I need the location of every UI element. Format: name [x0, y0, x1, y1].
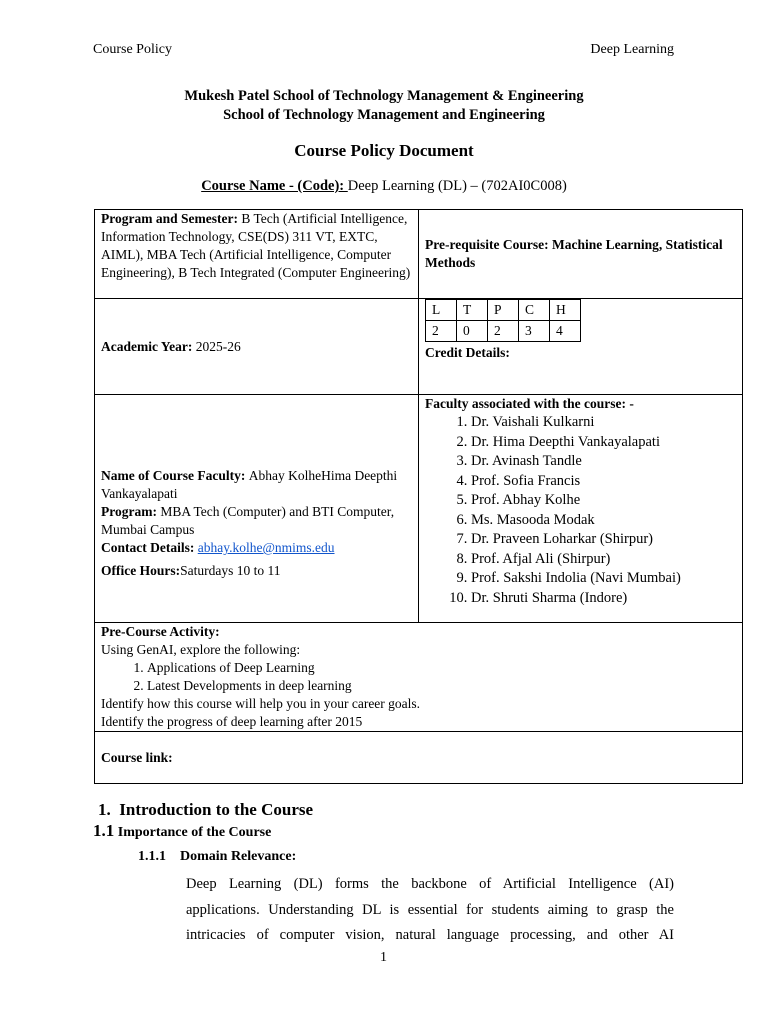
program-label: Program and Semester: [101, 211, 242, 226]
contact-email-link[interactable]: abhay.kolhe@nmims.edu [197, 540, 335, 555]
list-item: 10. Dr. Shruti Sharma (Indore) [471, 589, 736, 609]
credit-table [425, 299, 581, 342]
credit-value-t: 0 [457, 321, 488, 342]
header-right: Deep Learning [590, 42, 674, 57]
list-item: 8. Prof. Afjal Ali (Shirpur) [471, 550, 736, 570]
section-1-1-number: 1.1 [93, 821, 115, 840]
faculty-name-label: Name of Course Faculty: [101, 468, 249, 483]
program-value: B Tech (Artificial Intelligence, Information Technology, CSE(DS) 311 VT, EXTC, AIML), MBA Tech (Artificial Intelligence, Computer Engineering), B Tech Integrated (Computer Engineering) [101, 211, 411, 280]
pre-course-line1: Identify how this course will help you in your career goals. [101, 696, 421, 711]
credit-header-p: P [488, 300, 519, 321]
list-item: 2. Latest Developments in deep learning [147, 677, 736, 695]
office-hours-label: Office Hours: [101, 563, 181, 578]
pre-course-intro: Using GenAI, explore the following: [101, 642, 301, 657]
credit-value-h: 4 [550, 321, 581, 342]
faculty-list-cell [419, 395, 743, 623]
course-link-cell: Course link: [95, 732, 743, 784]
paragraph-line: intricacies of computer vision, natural language processing, and other AI [186, 927, 674, 943]
section-1-heading [98, 800, 313, 820]
section-1-number: 1. [98, 800, 111, 819]
doc-title: Course Policy Document [294, 141, 474, 160]
credit-header-c: C [519, 300, 550, 321]
paragraph-line: Deep Learning (DL) forms the backbone of Artificial Intelligence (AI) [186, 876, 674, 892]
section-1-1-title: Importance of the Course [117, 825, 272, 840]
list-item: 1. Applications of Deep Learning [147, 659, 736, 677]
credit-header-h: H [550, 300, 581, 321]
course-name-label: Course Name - (Code): [201, 178, 348, 194]
list-item: 2. Dr. Hima Deepthi Vankayalapati [471, 433, 736, 453]
section-1-1-1-number: 1.1.1 [138, 849, 166, 864]
institution-line2: School of Technology Management and Engineering [223, 107, 545, 123]
academic-year-label: Academic Year: [101, 338, 196, 354]
faculty-name [101, 467, 412, 503]
faculty-contact [101, 539, 412, 557]
faculty-cell [95, 395, 419, 623]
list-item: 7. Dr. Praveen Loharkar (Shirpur) [471, 530, 736, 550]
credits-cell [419, 299, 743, 395]
section-1-1-heading [93, 821, 271, 841]
list-item: 6. Ms. Masooda Modak [471, 511, 736, 531]
program-cell [95, 210, 419, 299]
section-1-1-1-heading [138, 849, 296, 865]
credit-header-l: L [426, 300, 457, 321]
course-info-table [94, 209, 743, 784]
header-left: Course Policy [93, 42, 172, 57]
pre-course-cell [95, 623, 743, 732]
faculty-list [425, 413, 736, 608]
list-item: 4. Prof. Sofia Francis [471, 472, 736, 492]
faculty-list-title: Faculty associated with the course: - [425, 396, 634, 411]
domain-relevance-paragraph [186, 872, 674, 949]
faculty-program-value: MBA Tech (Computer) and BTI Computer, Mumbai Campus [101, 504, 395, 537]
list-item: 1. Dr. Vaishali Kulkarni [471, 413, 736, 433]
list-item: 9. Prof. Sakshi Indolia (Navi Mumbai) [471, 569, 736, 589]
academic-year-cell [95, 299, 419, 395]
pre-course-line2: Identify the progress of deep learning after 2015 [101, 714, 363, 729]
pre-course-title: Pre-Course Activity: [101, 624, 220, 639]
prereq-cell: Pre-requisite Course: Machine Learning, Statistical Methods [419, 210, 743, 299]
institution-line1: Mukesh Patel School of Technology Management & Engineering [184, 88, 584, 104]
paragraph-line: applications. Understanding DL is essential for students aiming to grasp the [186, 901, 674, 918]
office-hours-value: Saturdays 10 to 11 [180, 563, 281, 578]
section-1-1-1-title: Domain Relevance: [180, 849, 297, 864]
academic-year-value: 2025-26 [195, 338, 241, 354]
page-number: 1 [380, 950, 387, 965]
pre-course-list [101, 659, 736, 695]
faculty-name-value: Abhay KolheHima Deepthi Vankayalapati [101, 468, 398, 501]
contact-label: Contact Details: [101, 540, 198, 555]
credit-header-t: T [457, 300, 488, 321]
course-name-value: Deep Learning (DL) – (702AI0C008) [347, 178, 567, 194]
list-item: 5. Prof. Abhay Kolhe [471, 491, 736, 511]
credit-value-l: 2 [426, 321, 457, 342]
faculty-program [101, 503, 412, 539]
credit-value-c: 3 [519, 321, 550, 342]
credit-value-p: 2 [488, 321, 519, 342]
section-1-title: Introduction to the Course [119, 800, 314, 819]
office-hours [101, 562, 412, 580]
credit-details-label: Credit Details: [425, 345, 510, 360]
faculty-program-label: Program: [101, 504, 161, 519]
course-name [0, 178, 768, 195]
list-item: 3. Dr. Avinash Tandle [471, 452, 736, 472]
